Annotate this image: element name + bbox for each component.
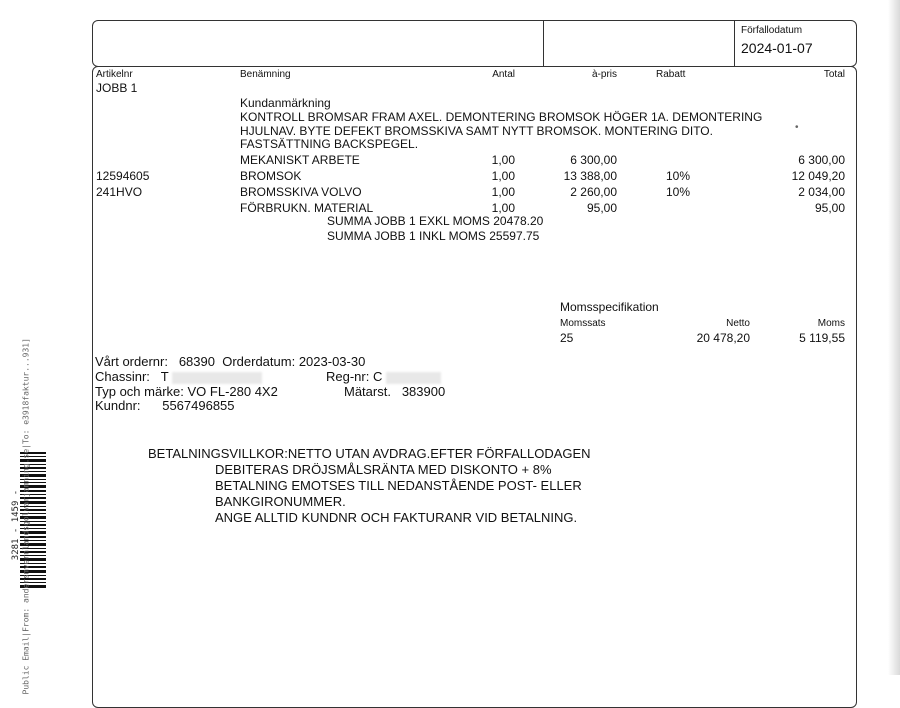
registration-number: Reg-nr: C [326,369,441,384]
chassis-number: Chassinr: T [95,369,262,384]
page-edge [888,0,900,675]
header-divider [734,20,735,66]
vat-rate-value: 25 [560,331,574,345]
due-date-label: Förfallodatum [741,25,803,36]
barcode-number: 3281 - 1459 - [11,489,22,561]
invoice-page: 3281 - 1459 - Public Email|From: andersmvernlandsgolvarjamning.se|To: e3918faktur...931] Förfallodatum 2024-01-07 Artikelnr Benämning Antal à-pris Rabatt Total JOBB 1 Kundanmärkning KONTROLL BROMSAR FRAM AXEL. DEMONTERING BROMSOK HÖGER 1A. DEMONTERING HJULNAV. BYTE DEFEKT BROMSSKIVA SAMT NYTT BROMSOK. MONTERING DITO. FASTSÄTTNING BACKSPEGEL. • MEKANISKT ARBETE 1,00 6 300,00 6 300,00 12594605 BROMSOK 1,00 13 388,00 10% 12 049,20 241HVO BROMSSKIVA VOLVO 1,00 2 260,00 10% 2 034,00 FÖRBRUKN. MATERIAL 1,00 95,00 95,00 SUMMA JOBB 1 EXKL MOMS 20478.20 SUMMA JOBB 1 INKL MOMS 25597.75 Momsspecifikation Momssats Netto Moms 25 20 478,20 5 119,55 Vårt ordernr: 68390 Orderdatum: 2023-03-30 Chassinr: T Reg-nr: C Typ och märke: VO FL-280 4X2 Mätarst. 383900 Kundnr: 5567496855 BETALNINGSVILLKOR:NETTO UTAN AVDRAG.EFTER FÖRFALLODAGEN DEBITERAS DRÖJSMÅLSRÄNTA MED DISKONTO + 8% BETALNING EMOTSES TILL NEDANSTÅENDE POST- ELLER BANKGIRONUMMER. ANGE ALLTID KUNDNR OCH FAKTURANR VID BETALNING. [0,0,900,675]
col-header-qty: Antal [492,69,515,80]
vat-net-label: Netto [726,318,750,329]
payment-terms-line: ANGE ALLTID KUNDNR OCH FAKTURANR VID BETALNING. [215,510,578,525]
sum-excl-vat: SUMMA JOBB 1 EXKL MOMS 20478.20 [327,214,544,228]
vat-net-value: 20 478,20 [696,331,750,345]
col-header-unit-price: à-pris [591,69,617,80]
col-header-total: Total [823,69,845,80]
redacted-area [172,372,262,384]
payment-terms-line: DEBITERAS DRÖJSMÅLSRÄNTA MED DISKONTO + 8% [215,462,552,477]
customer-number: Kundnr: 5567496855 [95,398,235,413]
vehicle-type: Typ och märke: VO FL-280 4X2 [95,384,278,399]
job-label: JOBB 1 [96,81,138,95]
col-header-article: Artikelnr [96,69,133,80]
side-margin [6,220,64,695]
payment-terms-line: BETALNING EMOTSES TILL NEDANSTÅENDE POST- ELLER [215,478,582,493]
vat-amount-label: Moms [817,318,845,329]
payment-terms-line: BETALNINGSVILLKOR:NETTO UTAN AVDRAG.EFTER FÖRFALLODAGEN [148,446,591,461]
vat-rate-label: Momssats [560,318,606,329]
vat-amount-value: 5 119,55 [799,331,845,345]
redacted-area [386,372,441,384]
customer-note-heading: Kundanmärkning [240,96,331,110]
side-email-stamp: Public Email|From: andersmvernlandsgolvarjamning.se|To: e3918faktur...931] [21,338,31,695]
col-header-description: Benämning [240,69,291,80]
header-divider [543,20,544,66]
sum-incl-vat: SUMMA JOBB 1 INKL MOMS 25597.75 [327,229,540,243]
vat-spec-heading: Momsspecifikation [560,300,659,314]
odometer: Mätarst. 383900 [344,384,446,399]
customer-note-line: FASTSÄTTNING BACKSPEGEL. [240,137,419,151]
customer-note-line: HJULNAV. BYTE DEFEKT BROMSSKIVA SAMT NYTT BROMSOK. MONTERING DITO. [240,124,713,138]
col-header-discount: Rabatt [656,69,686,80]
order-number: Vårt ordernr: 68390 Orderdatum: 2023-03-30 [95,354,366,369]
due-date-value: 2024-01-07 [741,40,813,56]
payment-terms-line: BANKGIRONUMMER. [215,494,346,509]
stray-mark: • [795,122,799,133]
customer-note-line: KONTROLL BROMSAR FRAM AXEL. DEMONTERING BROMSOK HÖGER 1A. DEMONTERING [240,110,763,124]
